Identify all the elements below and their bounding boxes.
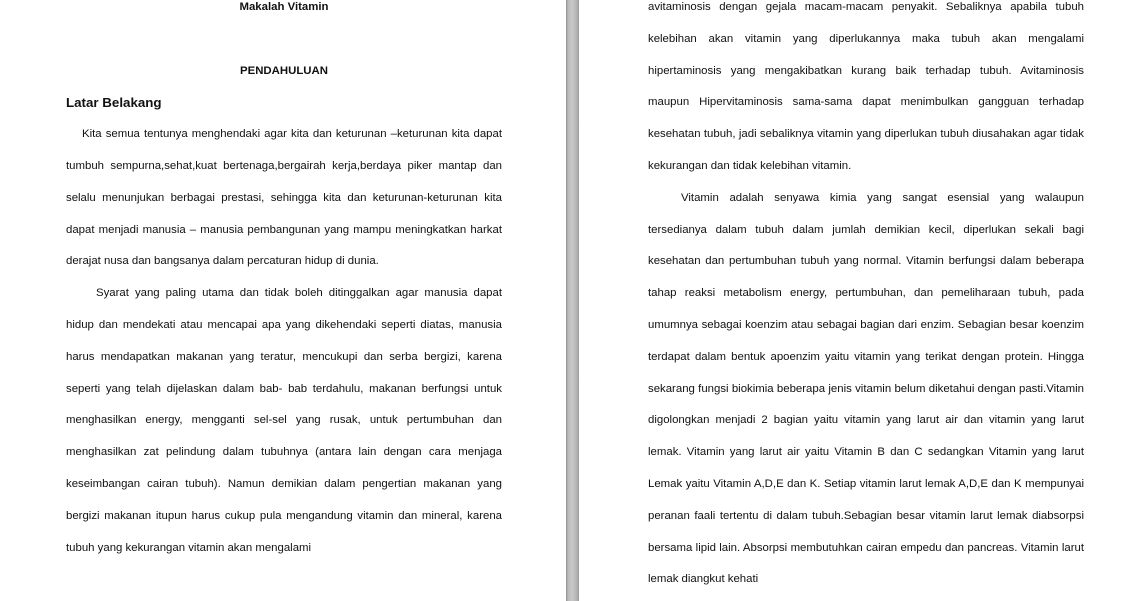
page-content-right: [648, 0, 1084, 596]
blank-line: [66, 24, 502, 56]
paragraph: Vitamin adalah senyawa kimia yang sangat esensial yang walaupun tersedianya dalam tubuh dalam jumlah demikian kecil, diperlukan sekali bagi kesehatan dan pertumbuhan tubuh yang normal. Vitamin berfungsi dalam beberapa tahap reaksi metabolism energy, pertumbuhan, dan pemeliharaan tubuh, pada umumnya sebagai koenzim atau sebagai bagian dari enzim. Sebagian besar koenzim terdapat dalam bentuk apoenzim yaitu vitamin yang terikat dengan protein. Hingga sekarang fungsi biokimia beberapa jenis vitamin belum diketahui dengan pasti.Vitamin digolongkan menjadi 2 bagian yaitu vitamin yang larut air dan vitamin yang larut lemak. Vitamin yang larut air yaitu Vitamin B dan C sedangkan Vitamin yang larut Lemak yaitu Vitamin A,D,E dan K. Setiap vitamin larut lemak A,D,E dan K mempunyai peranan faali tertentu di dalam tubuh.Sebagian besar vitamin larut lemak diabsorpsi bersama lipid lain. Absorpsi membutuhkan cairan empedu dan pancreas. Vitamin larut lemak diangkut kehati: [648, 191, 1084, 586]
page-separator: [566, 0, 579, 601]
document-title: Makalah Vitamin: [239, 1, 329, 13]
document-page-right: [579, 0, 1145, 601]
paragraph: Kita semua tentunya menghendaki agar kita dan keturunan –keturunan kita dapat tumbuh sempurna,sehat,kuat bertenaga,bergairah kerja,berdaya piker mantap dan selalu menunjukan berbagai prestasi, sehingga kita dan keturunan-keturunan kita dapat menjadi manusia – manusia pembangunan yang mampu meningkatkan harkat derajat nusa dan bangsanya dalam percaturan hidup di dunia.: [66, 128, 502, 268]
subheading: Latar Belakang: [66, 95, 162, 111]
page-content-left: [66, 0, 502, 564]
document-page-left: [0, 0, 566, 601]
paragraph: Syarat yang paling utama dan tidak boleh ditinggalkan agar manusia dapat hidup dan mendekati atau mencapai apa yang dikehendaki seperti diatas, manusia harus mendapatkan makanan yang teratur, mencukupi dan serba bergizi, karena seperti yang telah dijelaskan dalam bab- bab terdahulu, makanan berfungsi untuk menghasilkan energy, mengganti sel-sel yang rusak, untuk pertumbuhan dan menghasilkan zat pelindung dalam tubuhnya (antara lain dengan cara menjaga keseimbangan cairan tubuh). Namun demikian dalam pengertian makanan yang bergizi makanan itupun harus cukup pula mengandung vitamin dan mineral, karena tubuh yang kekurangan vitamin akan mengalami: [66, 287, 502, 554]
paragraph: avitaminosis dengan gejala macam-macam penyakit. Sebaliknya apabila tubuh kelebihan akan vitamin yang diperlukannya maka tubuh akan mengalami hipertaminosis yang mengakibatkan kurang baik terhadap tubuh. Avitaminosis maupun Hipervitaminosis sama-sama dapat menimbulkan gangguan terhadap kesehatan tubuh, jadi sebaliknya vitamin yang diperlukan tubuh diusahakan agar tidak kekurangan dan tidak kelebihan vitamin.: [648, 1, 1084, 172]
section-title: PENDAHULUAN: [240, 64, 328, 77]
